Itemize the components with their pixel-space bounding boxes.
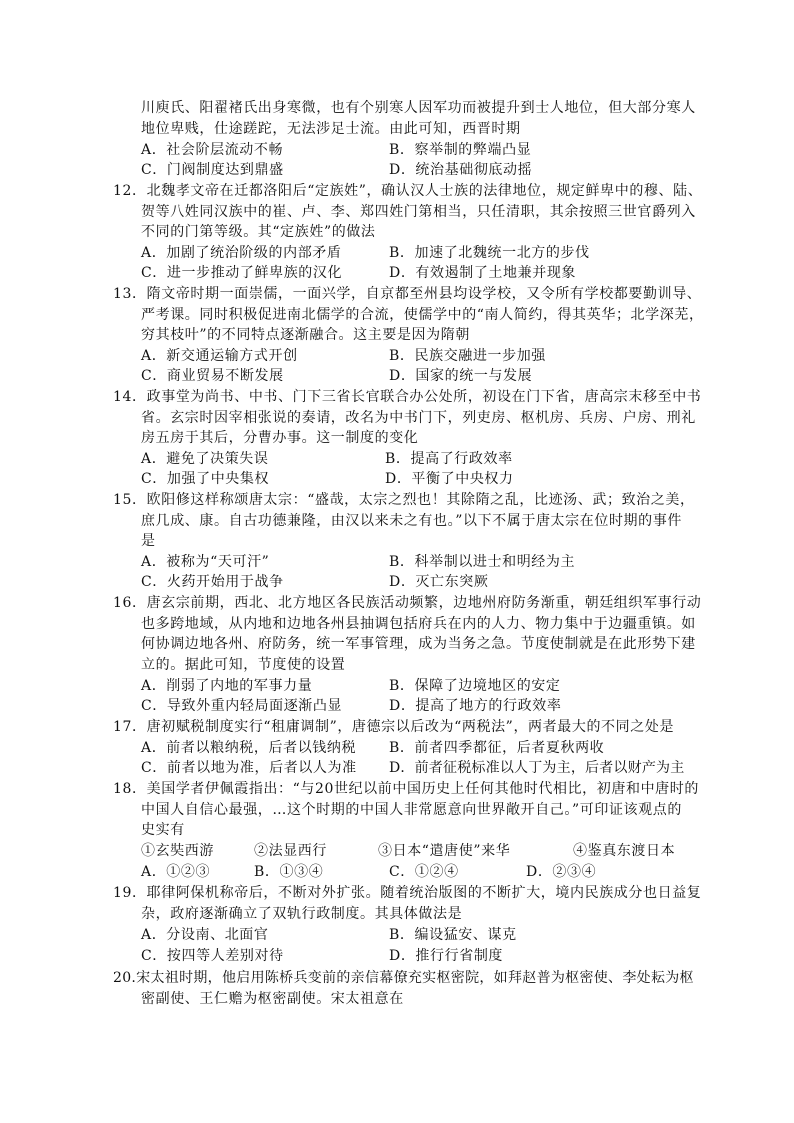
- q16-stem-line-1: 16．唐玄宗前期，西北、北方地区各民族活动频繁，边地州府防务渐重，朝廷组织军事行动: [113, 595, 702, 611]
- q12-option-a: A．加剧了统治阶级的内部矛盾: [141, 245, 342, 261]
- q14-option-b: B．提高了行政效率: [385, 451, 513, 467]
- q20-stem-line-2: 密副使、王仁赡为枢密副使。宋太祖意在: [141, 991, 404, 1007]
- q17-option-d: D．前者征税标准以人丁为主，后者以财产为主: [389, 760, 685, 776]
- q14-stem-line-1: 14．政事堂为尚书、中书、门下三省长官联合办公处所，初设在门下省，唐高宗末移至中书: [113, 389, 702, 405]
- q15-stem-line-1: 15．欧阳修这样称颂唐太宗：“盛哉，太宗之烈也！其除隋之乱，比迹汤、武；致治之美，: [113, 492, 695, 508]
- q16-option-b: B．保障了边境地区的安定: [389, 678, 561, 694]
- q16-stem-line-4: 立的。据此可知，节度使的设置: [141, 657, 346, 673]
- q13-stem-line-1: 13．隋文帝时期一面崇儒，一面兴学，自京都至州县均设学校，又令所有学校都要勤训导、: [113, 286, 702, 302]
- q18-option-b: B．①③④: [254, 864, 324, 880]
- q13-option-a: A．新交通运输方式开创: [141, 348, 298, 364]
- q13-option-d: D．国家的统一与发展: [389, 368, 533, 384]
- q12-stem-line-2: 贺等八姓同汉族中的崔、卢、李、郑四姓门第相当，只任清职，其余按照三世官爵列入: [141, 204, 696, 220]
- q18-stem-line-1: 18．美国学者伊佩霞指出：“与20世纪以前中国历史上任何其他时代相比，初唐和中唐时的: [113, 781, 699, 797]
- q14-stem-line-3: 房五房于其后，分曹办事。这一制度的变化: [141, 430, 419, 446]
- q15-stem-line-3: 是: [141, 533, 156, 549]
- q15-stem-line-2: 庶几成、康。自古功德兼隆，由汉以来未之有也。”以下不属于唐太宗在位时期的事件: [141, 513, 682, 529]
- q12-option-d: D．有效遏制了土地兼并现象: [389, 265, 577, 281]
- q14-option-d: D．平衡了中央权力: [385, 471, 514, 487]
- q12-stem-line-3: 不同的门第等级。其“定族姓”的做法: [141, 224, 376, 240]
- q11-option-b: B．察举制的弊端凸显: [389, 142, 532, 158]
- q14-option-a: A．避免了决策失误: [141, 451, 269, 467]
- q18-item-2: ②法显西行: [254, 843, 327, 859]
- q14-option-c: C．加强了中央集权: [141, 471, 270, 487]
- q19-option-d: D．推行行省制度: [389, 948, 504, 964]
- q13-stem-line-3: 穷其枝叶”的不同特点逐渐融合。这主要是因为隋朝: [141, 327, 470, 343]
- q11-option-a: A．社会阶层流动不畅: [141, 142, 284, 158]
- q16-option-c: C．导致外重内轻局面逐渐凸显: [141, 698, 343, 714]
- q18-option-d: D．②③④: [526, 864, 597, 880]
- q18-stem-line-2: 中国人自信心最强，…这个时期的中国人非常愿意向世界敞开自己。”可印证该观点的: [141, 802, 682, 818]
- q20-stem-line-1: 20.宋太祖时期，他启用陈桥兵变前的亲信幕僚充实枢密院，如拜赵普为枢密使、李处耘为枢: [113, 970, 694, 986]
- q18-item-4: ④鉴真东渡日本: [573, 843, 676, 859]
- q16-stem-line-3: 何协调边地各州、府防务，统一军事管理，成为当务之急。节度使制就是在此形势下建: [141, 636, 696, 652]
- q13-stem-line-2: 严考课。同时积极促进南北儒学的合流，使儒学中的“南人简约，得其英华；北学深芜，: [141, 307, 704, 323]
- q16-option-d: D．提高了地方的行政效率: [389, 698, 562, 714]
- q18-option-c: C．①②④: [389, 864, 459, 880]
- q16-stem-line-2: 也多跨地域，从内地和边地各州县抽调包括府兵在内的人力、物力集中于边疆重镇。如: [141, 616, 696, 632]
- q18-item-3: ③日本“遣唐使”来华: [378, 843, 511, 859]
- q17-stem-line-1: 17．唐初赋税制度实行“租庸调制”，唐德宗以后改为“两税法”，两者最大的不同之处是: [113, 719, 675, 735]
- q13-option-c: C．商业贸易不断发展: [141, 368, 284, 384]
- q16-option-a: A．削弱了内地的军事力量: [141, 678, 313, 694]
- q18-stem-line-3: 史实有: [141, 822, 185, 838]
- q19-stem-line-2: 杂，政府逐渐确立了双轨行政制度。其具体做法是: [141, 906, 463, 922]
- q15-option-d: D．灭亡东突厥: [389, 574, 489, 590]
- q19-option-a: A．分设南、北面官: [141, 927, 269, 943]
- q17-option-c: C．前者以地为准，后者以人为准: [141, 760, 357, 776]
- q19-stem-line-1: 19．耶律阿保机称帝后，不断对外扩张。随着统治版图的不断扩大，境内民族成分也日益复: [113, 885, 702, 901]
- q17-option-a: A．前者以粮纳税，后者以钱纳税: [141, 740, 357, 756]
- q14-stem-line-2: 省。玄宗时因宰相张说的奏请，改名为中书门下，列吏房、枢机房、兵房、户房、刑礼: [141, 410, 696, 426]
- q18-item-1: ①玄奘西游: [141, 843, 214, 859]
- q11-option-c: C．门阀制度达到鼎盛: [141, 162, 284, 178]
- q12-option-c: C．进一步推动了鲜卑族的汉化: [141, 265, 343, 281]
- q17-option-b: B．前者四季都征，后者夏秋两收: [389, 740, 605, 756]
- q19-option-c: C．按四等人差别对待: [141, 948, 284, 964]
- q15-option-b: B．科举制以进士和明经为主: [389, 554, 576, 570]
- q12-option-b: B．加速了北魏统一北方的步伐: [389, 245, 590, 261]
- q15-option-a: A．被称为“天可汗”: [141, 554, 270, 570]
- q11-stem-line-2: 地位卑贱，仕途蹉跎，无法涉足士流。由此可知，西晋时期: [141, 121, 521, 137]
- q11-option-d: D．统治基础彻底动摇: [389, 162, 533, 178]
- q11-stem-line-1: 川庾氏、阳翟褚氏出身寒微，也有个别寒人因军功而被提升到士人地位，但大部分寒人: [141, 100, 696, 116]
- q13-option-b: B．民族交融进一步加强: [389, 348, 546, 364]
- q15-option-c: C．火药开始用于战争: [141, 574, 284, 590]
- q18-option-a: A．①②③: [141, 864, 211, 880]
- q12-stem-line-1: 12．北魏孝文帝在迁都洛阳后“定族姓”，确认汉人士族的法律地位，规定鲜卑中的穆、陆、: [113, 183, 703, 199]
- q19-option-b: B．编设猛安、谋克: [389, 927, 517, 943]
